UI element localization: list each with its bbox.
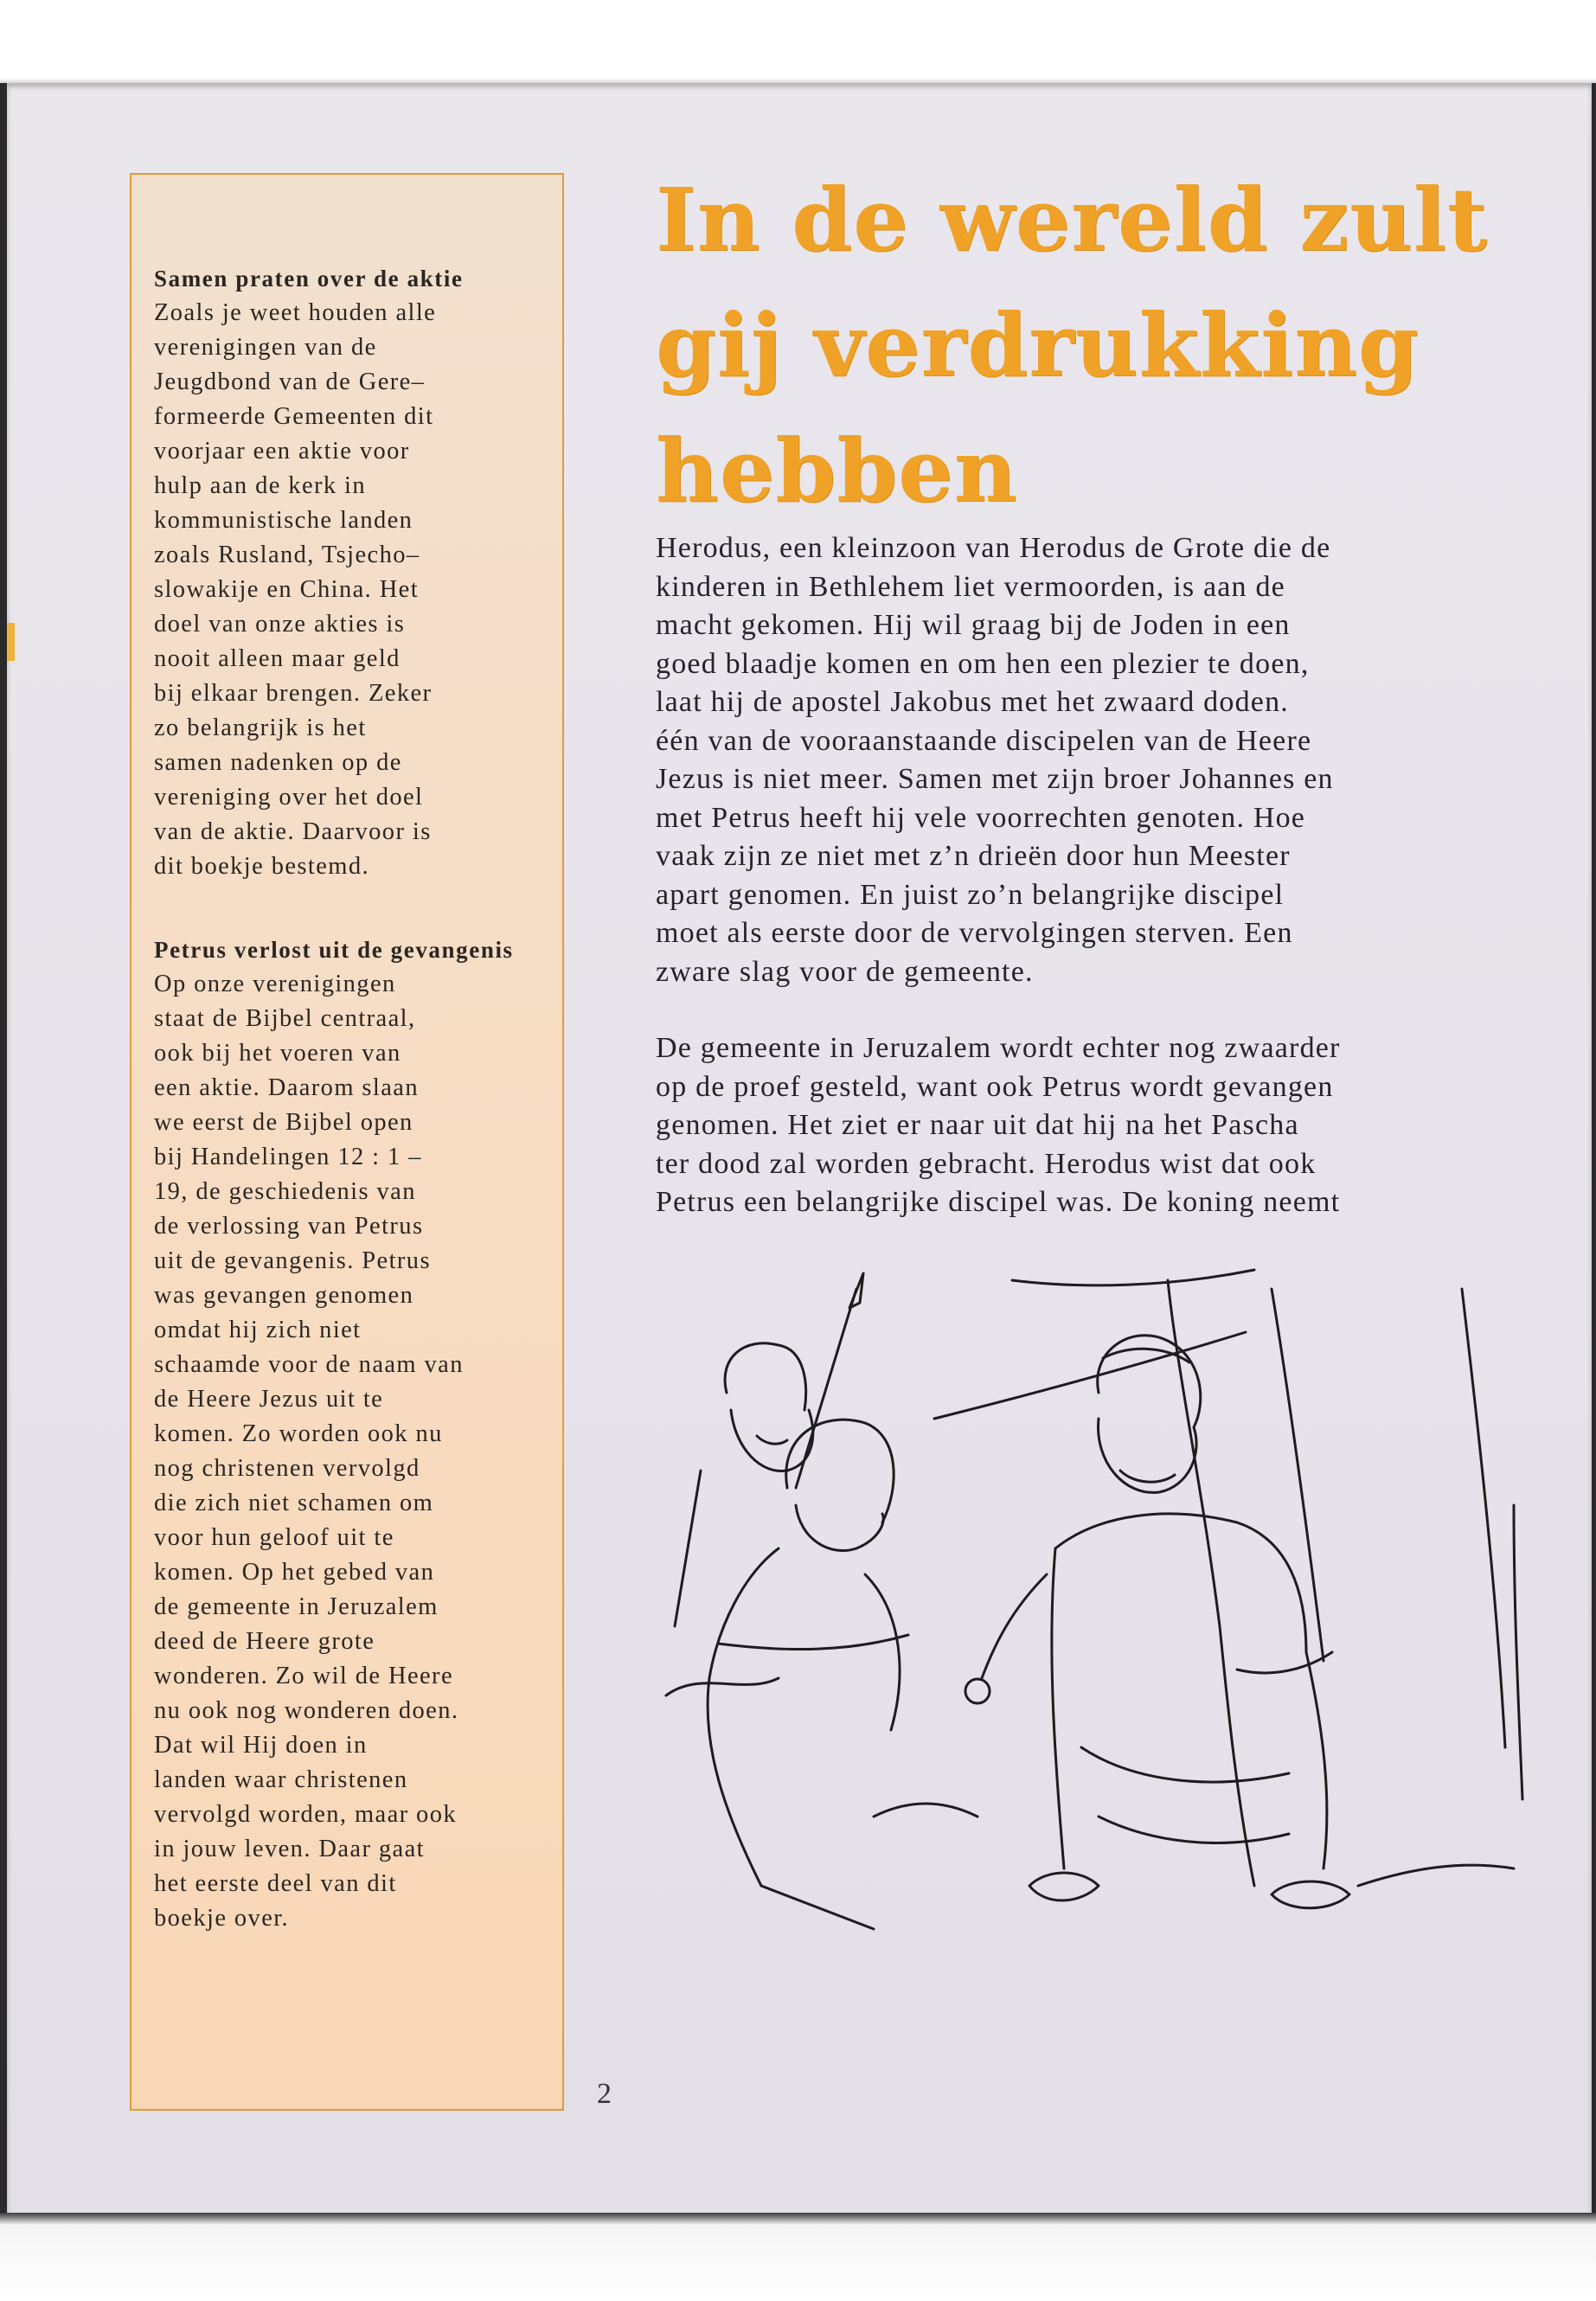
title-line: hebben <box>656 420 1018 522</box>
page-edge-marker <box>7 623 15 661</box>
guard-back <box>708 1548 779 1886</box>
body-line: laat hij de apostel Jakobus met het zwaard doden. <box>656 686 1289 718</box>
sidebar-line: komen. Op het gebed van <box>154 1559 435 1586</box>
body-line: apart genomen. En juist zo’n belangrijke discipel <box>656 878 1285 911</box>
guard-face <box>796 1505 883 1551</box>
king-hand <box>965 1679 990 1703</box>
article-paragraph-2 <box>656 1029 1495 1222</box>
sidebar-line: de verlossing van Petrus <box>154 1213 424 1240</box>
sidebar-line: het eerste deel van dit <box>154 1870 397 1897</box>
soldier-face <box>731 1410 813 1471</box>
sidebar-line: de gemeente in Jeruzalem <box>154 1593 439 1620</box>
guard-belt <box>718 1635 908 1650</box>
sidebar-text-aktie <box>154 296 542 884</box>
sidebar-line: deed de Heere grote <box>154 1628 375 1655</box>
sidebar-text-petrus <box>154 967 542 1936</box>
title-line: gij verdrukking <box>656 294 1420 396</box>
sidebar-line: bij Handelingen 12 : 1 – <box>154 1144 422 1170</box>
body-line: één van de vooraanstaande discipelen van de Heere <box>656 724 1312 757</box>
sidebar-heading-petrus: Petrus verlost uit de gevangenis <box>154 937 514 963</box>
sidebar-line: formeerde Gemeenten dit <box>154 403 434 430</box>
sidebar-line: staat de Bijbel centraal, <box>154 1005 416 1032</box>
guard-leg <box>761 1886 874 1929</box>
sidebar-line: nooit alleen maar geld <box>154 645 401 672</box>
sidebar-line: verenigingen van de <box>154 334 377 361</box>
sidebar-line: bij elkaar brengen. Zeker <box>154 680 433 707</box>
body-line: goed blaadje komen en om hen een plezier te doen, <box>656 647 1310 680</box>
sidebar-line: vereniging over het doel <box>154 784 424 811</box>
curtain-fold <box>1514 1505 1522 1799</box>
sidebar-line: Jeugdbond van de Gere– <box>154 369 426 395</box>
curtain-fold <box>1168 1280 1254 1886</box>
page-number: 2 <box>597 2078 612 2110</box>
king-robe <box>1052 1548 1064 1868</box>
sidebar-line: was gevangen genomen <box>154 1282 414 1309</box>
floor-line <box>874 1804 977 1817</box>
king-sandal <box>1029 1873 1099 1900</box>
body-line: met Petrus heeft hij vele voorrechten genoten. Hoe <box>656 801 1306 834</box>
sidebar-line: landen waar christenen <box>154 1766 408 1793</box>
sidebar-line: voorjaar een aktie voor <box>154 438 410 465</box>
sidebar-line: dit boekje bestemd. <box>154 853 370 880</box>
sidebar-heading-aktie: Samen praten over de aktie <box>154 266 464 292</box>
sidebar-line: de Heere Jezus uit te <box>154 1386 384 1413</box>
body-line: Jezus is niet meer. Samen met zijn broer Johannes en <box>656 763 1334 795</box>
body-line: macht gekomen. Hij wil graag bij de Joden in een <box>656 609 1291 641</box>
king-beard <box>1120 1471 1175 1482</box>
sidebar-line: omdat hij zich niet <box>154 1317 362 1343</box>
robe-fold <box>1099 1817 1289 1843</box>
floor-line <box>1358 1865 1514 1886</box>
sidebar-line: boekje over. <box>154 1905 290 1932</box>
body-line: vaak zijn ze niet met z’n drieën door hun Meester <box>656 840 1291 872</box>
sidebar-line: vervolgd worden, maar ook <box>154 1801 457 1828</box>
body-line: Herodus, een kleinzoon van Herodus de Grote die de <box>656 532 1331 564</box>
sidebar-line: nog christenen vervolgd <box>154 1455 420 1482</box>
sidebar-line: in jouw leven. Daar gaat <box>154 1836 425 1862</box>
scan-top-edge <box>0 0 1596 83</box>
page-title <box>656 157 1538 534</box>
sidebar-line: kommunistische landen <box>154 507 413 534</box>
sidebar-line: van de aktie. Daarvoor is <box>154 818 432 845</box>
body-line: moet als eerste door de vervolgingen sterven. Een <box>656 917 1293 949</box>
curtain-fold <box>1462 1289 1505 1747</box>
body-line: zware slag voor de gemeente. <box>656 955 1034 988</box>
sidebar-line: wonderen. Zo wil de Heere <box>154 1663 453 1689</box>
sidebar-line: Dat wil Hij doen in <box>154 1732 368 1759</box>
king-arm <box>982 1574 1047 1678</box>
sidebar-line: Op onze verenigingen <box>154 971 396 997</box>
spear-head <box>849 1273 863 1308</box>
sidebar-line: we eerst de Bijbel open <box>154 1109 413 1136</box>
body-line: kinderen in Bethlehem liet vermoorden, is aan de <box>656 570 1285 603</box>
article-body <box>656 529 1495 1222</box>
body-line: ter dood zal worden gebracht. Herodus wist dat ook <box>656 1147 1317 1180</box>
title-line: In de wereld zult <box>656 169 1489 271</box>
herod-soldiers-illustration <box>649 1263 1531 1938</box>
article-paragraph-1 <box>656 529 1495 991</box>
body-line: De gemeente in Jeruzalem wordt echter nog zwaarder <box>656 1032 1341 1064</box>
body-line: op de proef gesteld, want ook Petrus wordt gevangen <box>656 1070 1334 1103</box>
king-sandal <box>1272 1881 1349 1908</box>
sidebar-line: komen. Zo worden ook nu <box>154 1420 443 1447</box>
sidebar-line: die zich niet schamen om <box>154 1490 434 1516</box>
soldier-helmet <box>725 1343 806 1410</box>
soldier-beard <box>757 1436 787 1444</box>
guard-arm <box>865 1574 900 1730</box>
sidebar-line: 19, de geschiedenis van <box>154 1178 416 1205</box>
sidebar-line: voor hun geloof uit te <box>154 1524 394 1551</box>
sidebar-line: uit de gevangenis. Petrus <box>154 1247 431 1274</box>
sidebar-line: zo belangrijk is het <box>154 715 367 741</box>
canopy-line <box>1012 1270 1254 1285</box>
king-shoulders <box>1055 1514 1306 1652</box>
sidebar-line: een aktie. Daarom slaan <box>154 1074 419 1101</box>
body-line: genomen. Het ziet er naar uit dat hij na het Pascha <box>656 1109 1299 1141</box>
sidebar-line: zoals Rusland, Tsjecho– <box>154 542 420 568</box>
curtain-fold <box>1272 1289 1324 1661</box>
sidebar-line: schaamde voor de naam van <box>154 1351 464 1378</box>
scan-bottom-edge <box>0 2213 1596 2301</box>
sidebar-line: samen nadenken op de <box>154 749 402 776</box>
king-hand-knee <box>1237 1652 1332 1673</box>
soldier-body <box>675 1471 701 1626</box>
sidebar-line: Zoals je weet houden alle <box>154 299 437 326</box>
sidebar-box <box>130 173 564 2111</box>
sidebar-line: slowakije en China. Het <box>154 576 420 603</box>
sidebar-line: ook bij het voeren van <box>154 1040 401 1067</box>
king-robe <box>1306 1652 1327 1868</box>
robe-fold <box>1081 1747 1289 1782</box>
body-line: Petrus een belangrijke discipel was. De koning neemt <box>656 1186 1341 1218</box>
floor-line <box>666 1678 779 1695</box>
sidebar-line: hulp aan de kerk in <box>154 472 367 499</box>
sidebar-line: nu ook nog wonderen doen. <box>154 1697 459 1724</box>
sidebar-line: doel van onze akties is <box>154 611 406 638</box>
